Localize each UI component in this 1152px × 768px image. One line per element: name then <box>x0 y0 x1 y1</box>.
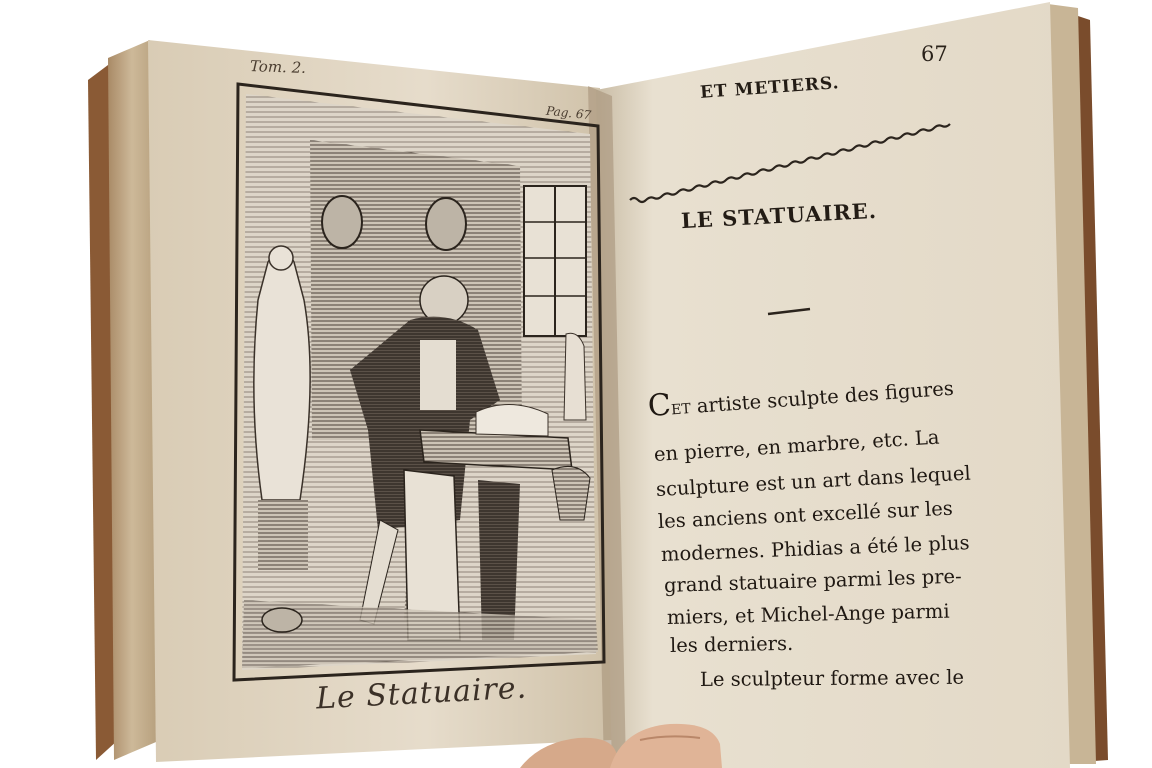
plate-page-reference: Pag. 67 <box>545 103 592 123</box>
body-line: Cet artiste sculpte des figures <box>646 376 955 424</box>
body-line: modernes. Phidias a été le plus <box>660 531 970 566</box>
body-line: en pierre, en marbre, etc. La <box>653 425 941 466</box>
drop-cap: C <box>646 387 673 424</box>
drop-cap-rest: et <box>670 395 692 420</box>
body-line: Le sculpteur forme avec le <box>699 665 965 691</box>
body-line: les derniers. <box>669 631 794 657</box>
body-line: grand statuaire parmi les pre- <box>663 564 962 597</box>
chapter-title: LE STATUAIRE. <box>680 197 878 234</box>
body-line: sculpture est un art dans lequel <box>655 461 972 501</box>
body-line: miers, et Michel-Ange parmi <box>666 599 950 629</box>
engraving-caption: Le Statuaire. <box>315 670 528 717</box>
volume-label: Tom. 2. <box>249 57 307 77</box>
page-number: 67 <box>921 42 948 66</box>
running-head: ET METIERS. <box>699 73 841 103</box>
body-line: les anciens ont excellé sur les <box>657 496 954 533</box>
